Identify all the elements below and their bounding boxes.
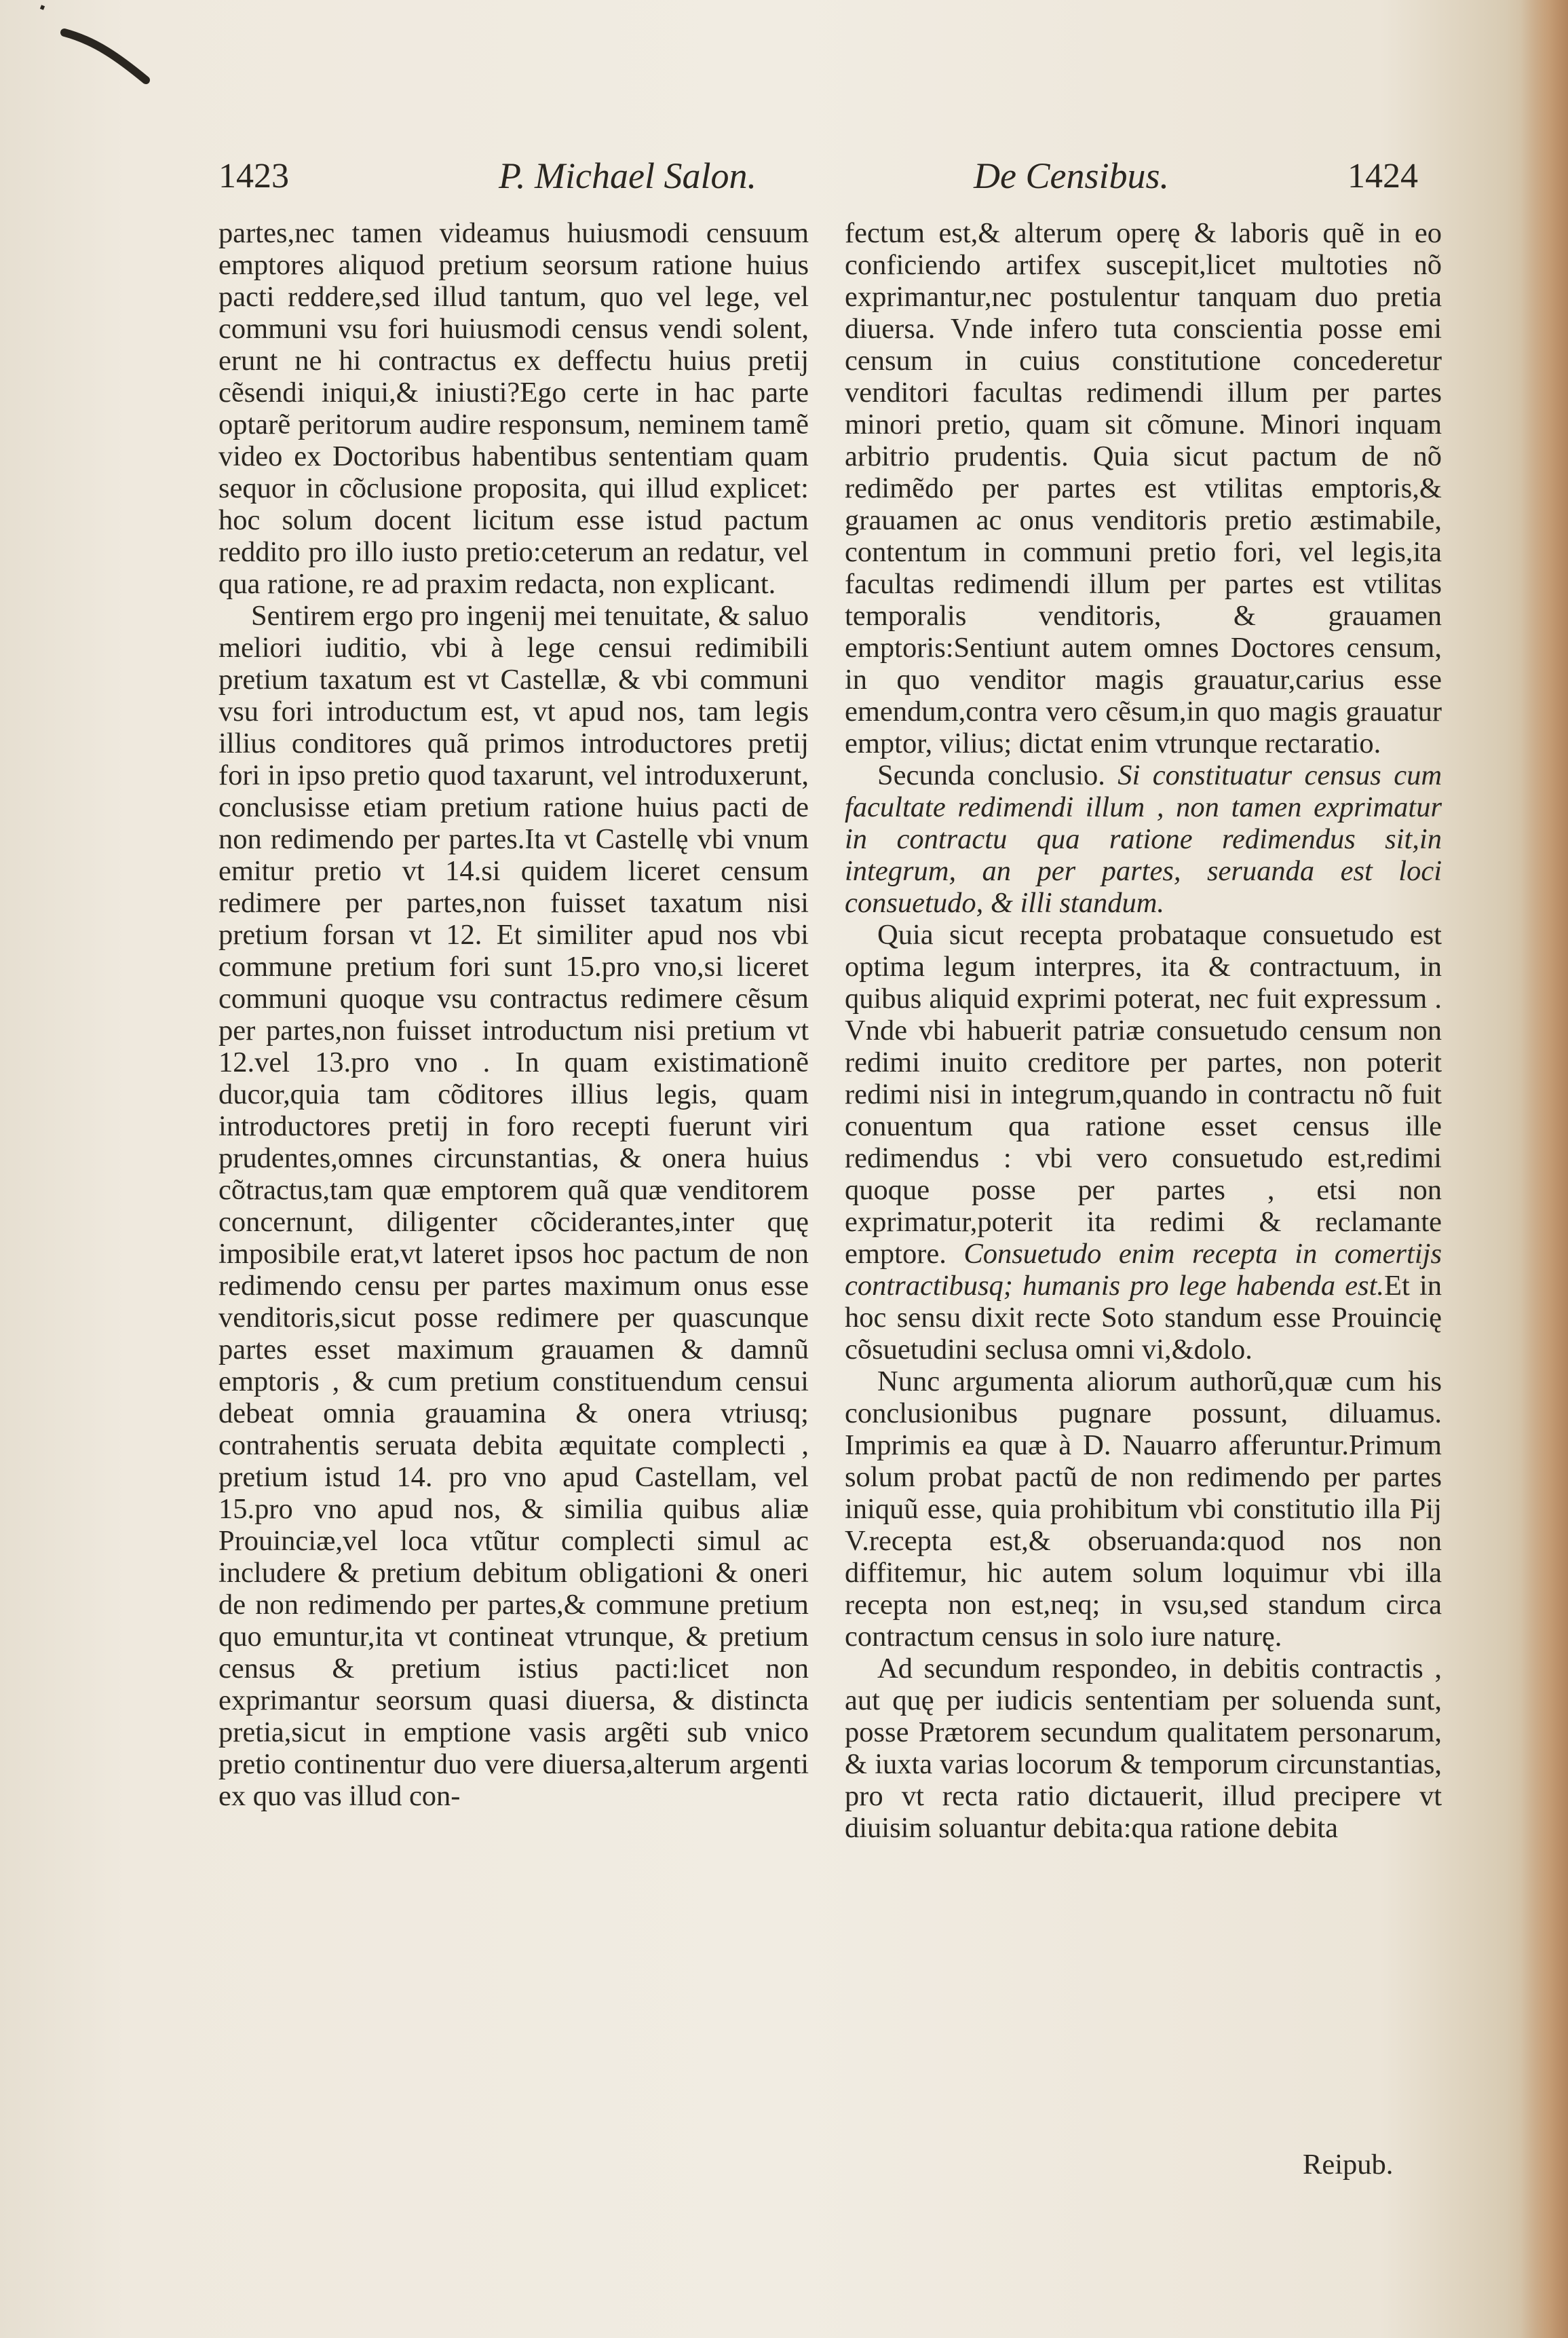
quoted-maxim: Consuetudo enim recepta in comertijs contractibusq; humanis pro lege habenda est. bbox=[845, 1238, 1442, 1302]
running-title-right: De Censibus. bbox=[974, 155, 1169, 196]
conclusion-label: Secunda conclusio. bbox=[877, 759, 1118, 791]
paragraph: partes,nec tamen videamus huiusmodi censuum emptores aliquod pretium seorsum ratione huius pacti reddere,sed illud tantum, quo vel lege, vel communi vsu fori huiusmodi census vendi solent, erunt ne hi contractus ex deffectu huius pretij cẽsendi iniqui,& iniusti?Ego certe in hac parte optarẽ peritorum audire responsum, neminem tamẽ video ex Doctoribus habentibus sententiam quam sequor in cõclusione proposita, qui illud explicet: hoc solum docent licitum esse istud pactum reddito pro illo iusto pretio:ceterum an redatur, vel qua ratione, re ad praxim redacta, non explicant. bbox=[218, 217, 809, 600]
conclusion-paragraph bbox=[845, 759, 1442, 919]
paragraph bbox=[845, 919, 1442, 1365]
paragraph-tail: Et in hoc sensu dixit recte Soto standum esse Prouincię cõsuetudini seclusa omni vi,&dolo. bbox=[845, 1270, 1442, 1365]
conclusion-statement: Si constituatur census cum facultate redimendi illum , non tamen exprimatur in contractu qua ratione redimendus sit,in integrum, an per partes, seruanda est loci consuetudo, & illi standum. bbox=[845, 759, 1442, 919]
right-text-column bbox=[845, 217, 1442, 1844]
paragraph: Nunc argumenta aliorum authorũ,quæ cum his conclusionibus pugnare possunt, diluamus. Imprimis ea quæ à D. Nauarro afferuntur.Primum solum probat pactũ de non redimendo per partes iniquũ esse, quia prohibitum vbi constitutio illa Pij V.recepta est,& obseruanda:quod nos non diffitemur, hic autem solum loquimur vbi illa recepta non est,neq; in vsu,sed standum circa contractum census in solo iure naturę. bbox=[845, 1365, 1442, 1653]
page-number-left: 1423 bbox=[218, 157, 289, 195]
paragraph: fectum est,& alterum operę & laboris quẽ in eo conficiendo artifex suscepit,licet multoties nõ exprimantur,nec postulentur tanquam duo pretia diuersa. Vnde infero tuta conscientia posse emi censum in cuius constitutione concederetur venditori facultas redimendi illum per partes minori pretio, quam sit cõmune. Minori inquam arbitrio prudentis. Quia sicut pactum de nõ redimẽdo per partes est vtilitas emptoris,& grauamen ac onus venditoris pretio æstimabile, contentum in communi pretio fori, vel legis,ita facultas redimendi illum per partes est vtilitas temporalis venditoris, & grauamen emptoris:Sentiunt autem omnes Doctores censum, in quo venditor magis grauatur,carius esse emendum,contra vero cẽsum,in quo magis grauatur emptor, vilius; dictat enim vtrunque rectaratio. bbox=[845, 217, 1442, 759]
page-number-right: 1424 bbox=[1347, 157, 1418, 195]
paragraph-text: Quia sicut recepta probataque consuetudo est optima legum interpres, ita & contractuum, in quibus aliquid exprimi poterat, nec fuit expressum . Vnde vbi habuerit patriæ consuetudo censum non redimi inuito creditore per partes, non poterit redimi nisi in integrum,quando in contractu nõ fuit conuentum qua ratione esset census ille redimendus : vbi vero consuetudo est,redimi quoque posse per partes , etsi non exprimatur,poterit ita redimi & reclamante emptore. bbox=[845, 919, 1442, 1270]
catchword: Reipub. bbox=[1303, 2149, 1394, 2181]
running-title-left: P. Michael Salon. bbox=[499, 155, 757, 196]
page-edge-shadow bbox=[1521, 0, 1568, 2338]
ink-stroke-mark bbox=[0, 0, 176, 95]
paragraph: Ad secundum respondeo, in debitis contractis , aut quę per iudicis sententiam per soluenda sunt, posse Prætorem secundum qualitatem personarum, & iuxta varias locorum & temporum circunstantias, pro vt recta ratio dictauerit, illud precipere vt diuisim soluantur debita:qua ratione debita bbox=[845, 1653, 1442, 1844]
running-header bbox=[0, 151, 1568, 205]
left-text-column bbox=[218, 217, 809, 1812]
paragraph: Sentirem ergo pro ingenij mei tenuitate, & saluo meliori iuditio, vbi à lege censui redimibili pretium taxatum est vt Castellæ, & vbi communi vsu fori introductum est, vt apud nos, tam legis illius conditores quã primos introductores pretij fori in ipso pretio quod taxarunt, vel introduxerunt, conclusisse etiam pretium ratione huius pacti de non redimendo per partes.Ita vt Castellę vbi vnum emitur pretio vt 14.si quidem liceret censum redimere per partes,non fuisset taxatum nisi pretium forsan vt 12. Et similiter apud nos vbi commune pretium fori sunt 15.pro vno,si liceret communi quoque vsu contractus redimere cẽsum per partes,non fuisset introductum nisi pretium vt 12.vel 13.pro vno . In quam existimationẽ ducor,quia tam cõditores illius legis, quam introductores pretij in foro recepti fuerunt viri prudentes,omnes circunstantias, & onera huius cõtractus,tam quæ emptorem quã quæ venditorem concernunt, diligenter cõciderantes,inter quę imposibile erat,vt lateret ipsos hoc pactum de non redimendo censu per partes maximum onus esse venditoris,sicut posse redimere per quascunque partes esset maximum grauamen & damnũ emptoris , & cum pretium constituendum censui debeat omnia grauamina & onera vtriusq; contrahentis seruata debita æquitate complecti , pretium istud 14. pro vno apud Castellam, vel 15.pro vno apud nos, & similia quibus aliæ Prouinciæ,vel loca vtũtur complecti simul ac includere & pretium debitum obligationi & oneri de non redimendo per partes,& commune pretium quo emuntur,ita vt contineat vtrunque, & pretium census & pretium istius pacti:licet non exprimantur seorsum quasi diuersa, & distincta pretia,sicut in emptione vasis argẽti sub vnico pretio continentur duo vere diuersa,alterum argenti ex quo vas illud con- bbox=[218, 600, 809, 1812]
